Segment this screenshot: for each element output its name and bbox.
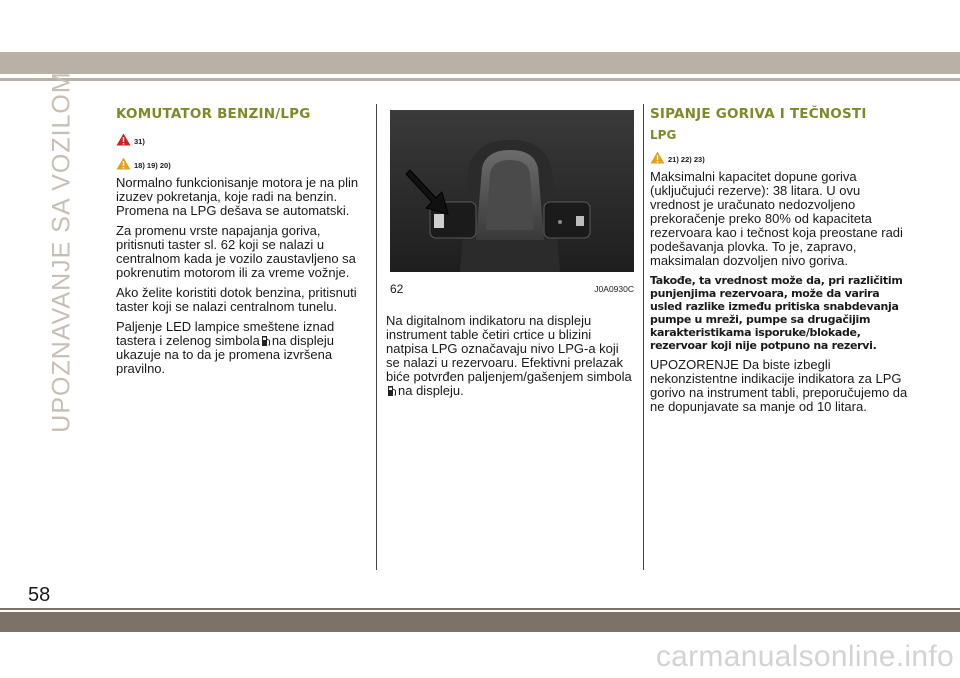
warning-triangle-icon [116,133,131,146]
lpg-switch-button-photo [390,110,634,272]
paragraph-indicator-start: Na digitalnom indikatoru na displeju instrument table četiri crtice u blizini natpisa LPG označavaju nivo LPG-a koji se nalazi u rezervoaru. Efektivni prelazak biće potvrđen paljenjem/gašenjem simbola [386,313,632,384]
fuel-pump-icon [261,335,271,347]
subtitle-lpg: LPG [650,128,677,142]
warning-refs-2: 18) 19) 20) [134,161,171,170]
column-lpg-indicator [386,314,634,404]
warning-reference-2 [116,152,368,170]
warning-reference-1 [116,128,368,146]
paragraph-indicator [386,314,634,398]
figure-code: J0A0930C [594,284,634,294]
watermark: carmanualsonline.info [655,640,954,673]
column-divider-1 [376,104,377,570]
paragraph-1: Normalno funkcionisanje motora je na plin izuzev pokretanja, koje radi na benzin. Promena na LPG dešava se automatski. [116,175,359,218]
warning-reference-3 [650,146,908,164]
top-band [0,52,960,74]
column-refuelling [650,104,908,420]
warning-refs-1: 31) [134,137,145,146]
paragraph-variation: Takođe, ta vrednost može da, pri različitim punjenjima rezervoara, može da varira usled razlike između pritiska snabdevanja pumpe u mreži, pumpe sa drugačijim karakteristikama isporuke/blokade, rezervoar koji nije potpuno na rezervi. [650,274,903,352]
section-title-switch: KOMUTATOR BENZIN/LPG [116,106,311,122]
figure-caption [390,282,634,296]
column-petrol-lpg-switch [116,104,368,382]
fuel-pump-icon [387,385,397,397]
bottom-band-line [0,608,960,610]
top-band-line [0,78,960,81]
paragraph-2: Za promenu vrste napajanja goriva, pritisnuti taster sl. 62 koji se nalazi u centralnom kada je vozilo zaustavljeno sa pokrenutim motorom ili za vreme vožnje. [116,223,356,280]
section-title-refuelling: SIPANJE GORIVA I TEČNOSTI [650,106,867,122]
bottom-band [0,612,960,632]
paragraph-4-end: na displeju ukazuje na to da je promena izvršena pravilno. [116,333,334,376]
paragraph-3: Ako želite koristiti dotok benzina, pritisnuti taster koji se nalazi centralnom tunelu. [116,285,357,314]
paragraph-indicator-end: na displeju. [398,383,464,398]
figure-number: 62 [390,282,404,296]
paragraph-4-start: Paljenje LED lampice smeštene iznad tastera i zelenog simbola [116,319,335,348]
caution-triangle-icon [116,157,131,170]
paragraph-4 [116,320,368,376]
column-divider-2 [643,104,644,570]
side-section-title: UPOZNAVANJE SA VOZILOM [47,71,76,433]
figure-62-photo [390,110,634,272]
paragraph-capacity: Maksimalni kapacitet dopune goriva (uključujući rezerve): 38 litara. U ovu vrednost je uračunato nedozvoljeno prekoračenje preko 80% od kapaciteta rezervoara kao i tečnost koja preostane radi podešavanja plovka. To je, zapravo, maksimalan dozvoljen nivo goriva. [650,169,903,268]
warning-refs-3: 21) 22) 23) [668,155,705,164]
page-number: 58 [28,584,51,606]
caution-triangle-icon [650,151,665,164]
paragraph-warning: UPOZORENJE Da biste izbegli nekonzistentne indikacije indikatora za LPG gorivo na instrument tabli, preporučujemo da ne dopunjavate sa manje od 10 litara. [650,357,908,414]
